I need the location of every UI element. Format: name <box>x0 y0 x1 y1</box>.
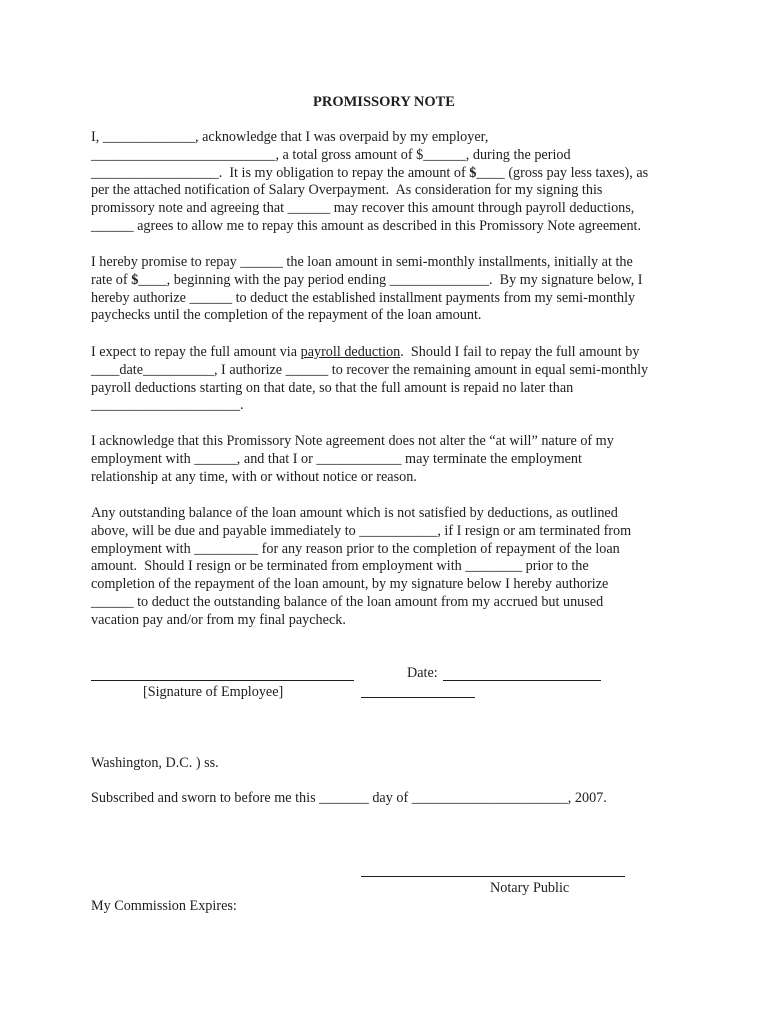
text-segment: __________________. It is my obligation to repay the amount of <box>91 164 470 181</box>
text-line: I, _____________, acknowledge that I was overpaid by my employer, <box>91 129 489 145</box>
sworn-statement: Subscribed and sworn to before me this _______ day of ______________________, 2007. <box>91 790 607 806</box>
payroll-deduction-underlined: payroll deduction <box>300 344 401 360</box>
paragraph-at-will <box>91 433 614 486</box>
text-line: I acknowledge that this Promissory Note agreement does not alter the “at will” nature of my <box>91 433 614 449</box>
notary-signature-line[interactable] <box>361 876 625 877</box>
signature-date-line[interactable] <box>443 680 601 681</box>
text-segment: , I authorize ______ to recover the remaining amount in equal semi-monthly <box>213 361 649 378</box>
dollar-sign: $ <box>469 164 477 181</box>
text-line: employment with ______, and that I or ____________ may terminate the employment <box>91 450 582 467</box>
date-blank: ____date__________ <box>91 361 214 378</box>
text-line: per the attached notification of Salary Overpayment. As consideration for my signing this <box>91 182 603 199</box>
text-segment: ____, beginning with the pay period ending ______________. By my signature below, I <box>138 271 643 288</box>
text-line: paychecks until the completion of the repayment of the loan amount. <box>91 307 482 324</box>
text-line: employment with _________ for any reason prior to the completion of repayment of the loan <box>91 540 620 557</box>
text-line: vacation pay and/or from my final paycheck. <box>91 611 346 628</box>
dollar-sign: $ <box>131 271 139 288</box>
text-line: hereby authorize ______ to deduct the established installment payments from my semi-monthly <box>91 289 636 306</box>
text-segment: ____ (gross pay less taxes), as <box>476 164 649 181</box>
text-line: I hereby promise to repay ______ the loan amount in semi-monthly installments, initially at the <box>91 254 633 270</box>
venue-line: Washington, D.C. ) ss. <box>91 755 219 771</box>
text-line: above, will be due and payable immediately to ___________, if I resign or am terminated from <box>91 522 632 539</box>
secondary-date-line[interactable] <box>361 697 475 698</box>
date-label: Date: <box>407 665 438 681</box>
text-line: promissory note and agreeing that ______ may recover this amount through payroll deductions, <box>91 200 635 217</box>
text-line: ______ to deduct the outstanding balance of the loan amount from my accrued but unused <box>91 593 604 610</box>
text-segment: . Should I fail to repay the full amount by <box>400 344 640 360</box>
text-line <box>91 165 648 183</box>
text-line: _____________________. <box>91 397 244 414</box>
commission-expires-label: My Commission Expires: <box>91 898 237 914</box>
employee-signature-line[interactable] <box>91 680 354 681</box>
paragraph-payroll-deduction <box>91 344 648 415</box>
document-title: PROMISSORY NOTE <box>313 94 455 110</box>
text-segment: rate of <box>91 271 132 288</box>
text-line: ______ agrees to allow me to repay this amount as described in this Promissory Note agreement. <box>91 217 642 234</box>
text-line <box>91 272 643 290</box>
notary-public-label: Notary Public <box>490 880 570 896</box>
employee-signature-label: [Signature of Employee] <box>143 684 284 700</box>
text-line: Any outstanding balance of the loan amount which is not satisfied by deductions, as outlined <box>91 505 618 521</box>
text-line: completion of the repayment of the loan amount, by my signature below I hereby authorize <box>91 576 609 593</box>
paragraph-overpayment <box>91 129 648 236</box>
text-line: relationship at any time, with or without notice or reason. <box>91 468 417 485</box>
text-line <box>91 362 648 380</box>
text-line <box>91 344 648 362</box>
text-segment: I expect to repay the full amount via <box>91 344 301 360</box>
text-line: amount. Should I resign or be terminated from employment with ________ prior to the <box>91 558 589 575</box>
text-line: payroll deductions starting on that date, so that the full amount is repaid no later than <box>91 379 574 396</box>
text-line: __________________________, a total gross amount of $______, during the period <box>91 146 571 163</box>
paragraph-repayment <box>91 254 643 325</box>
paragraph-outstanding-balance <box>91 505 631 630</box>
